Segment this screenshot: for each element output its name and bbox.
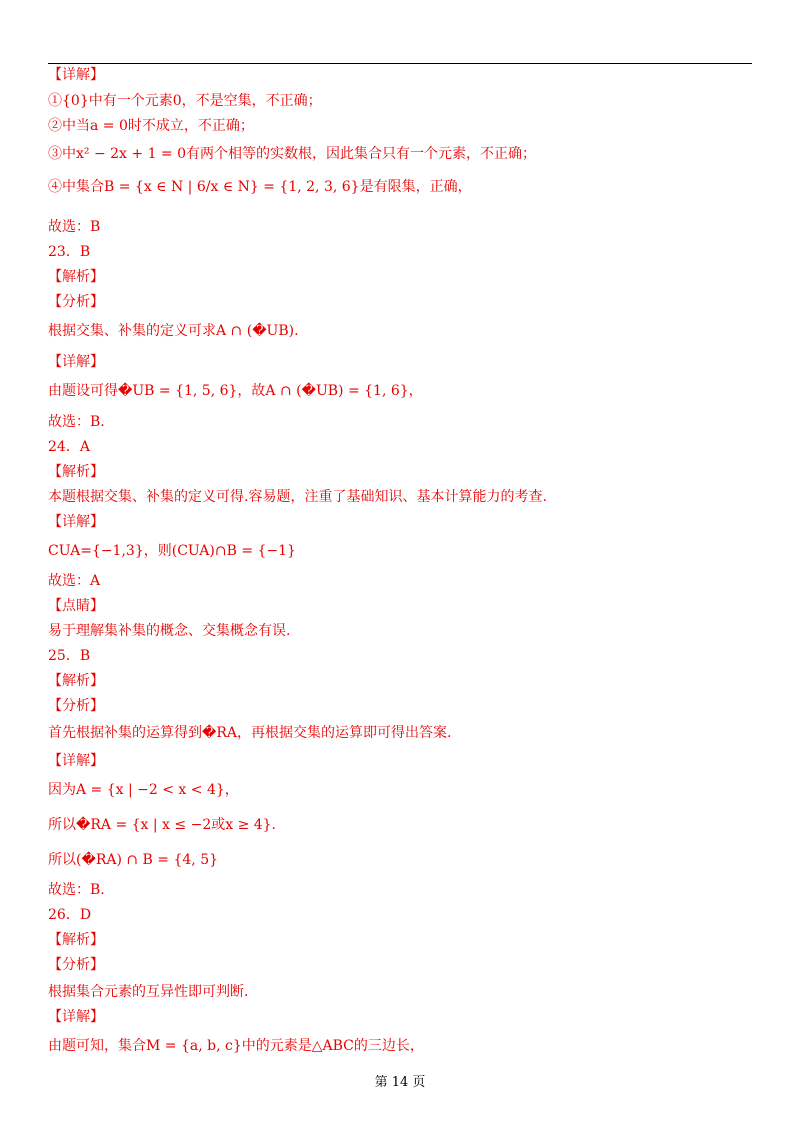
page-number: 第 14 页 <box>374 1075 426 1090</box>
line-xiangjie-25-step2: 所以�RA = {x | x ≤ −2或x ≥ 4}. <box>48 817 277 833</box>
line-xiangjie-24: 【详解】 <box>48 514 104 530</box>
line-xiangjie-25: 【详解】 <box>48 753 104 769</box>
line-q23: 23．B <box>48 244 91 260</box>
line-answer-24: 故选：A <box>48 573 101 589</box>
line-xiangjie-25-step1: 因为A = {x | −2 < x < 4}， <box>48 782 239 798</box>
line-fenxi-26: 【分析】 <box>48 957 104 973</box>
line-xiangjie-23-body: 由题设可得�UB = {1, 5, 6}，故A ∩ (�UB) = {1, 6}， <box>48 383 423 399</box>
line-q25: 25．B <box>48 648 91 664</box>
line-jiexi-24: 【解析】 <box>48 464 104 480</box>
line-jiexi-26: 【解析】 <box>48 932 104 948</box>
line-jiexi-23: 【解析】 <box>48 269 104 285</box>
line-xiangjie-26: 【详解】 <box>48 1009 104 1025</box>
line-xiangjie-26-body: 由题可知，集合M = {a, b, c}中的元素是△ABC的三边长， <box>48 1038 424 1054</box>
header-rule <box>48 63 752 64</box>
line-answer-25: 故选：B. <box>48 882 105 898</box>
line-fenxi-23: 【分析】 <box>48 294 104 310</box>
line-jiexi-24-body: 本题根据交集、补集的定义可得.容易题，注重了基础知识、基本计算能力的考查. <box>48 489 547 505</box>
line-item-3: ③中x² − 2x + 1 = 0有两个相等的实数根，因此集合只有一个元素，不正确； <box>48 146 537 162</box>
line-answer-23: 故选：B. <box>48 414 105 430</box>
line-item-1: ①{0}中有一个元素0，不是空集，不正确； <box>48 93 322 109</box>
line-xiangjie-23: 【详解】 <box>48 354 104 370</box>
line-q24: 24．A <box>48 439 90 455</box>
line-q26: 26．D <box>48 907 92 923</box>
line-jiexi-25: 【解析】 <box>48 673 104 689</box>
line-item-2: ②中当a = 0时不成立，不正确； <box>48 118 254 134</box>
line-fenxi-26-body: 根据集合元素的互异性即可判断. <box>48 984 249 1000</box>
line-dianjing-24-body: 易于理解集补集的概念、交集概念有误. <box>48 623 291 639</box>
line-answer-22: 故选：B <box>48 219 101 235</box>
line-fenxi-25: 【分析】 <box>48 698 104 714</box>
line-xiangjie-25-step3: 所以(�RA) ∩ B = {4, 5} <box>48 852 219 868</box>
line-fenxi-23-body: 根据交集、补集的定义可求A ∩ (�UB). <box>48 323 299 339</box>
line-dianjing-24: 【点睛】 <box>48 598 104 614</box>
line-item-4: ④中集合B = {x ∈ N | 6/x ∈ N} = {1, 2, 3, 6}是有限集，正确， <box>48 179 472 195</box>
line-xiangjie-24-body: CUA={−1,3}，则(CUA)∩B = {−1} <box>48 543 296 559</box>
line-fenxi-25-body: 首先根据补集的运算得到�RA，再根据交集的运算即可得出答案. <box>48 725 452 741</box>
line-xiangjie-1: 【详解】 <box>48 67 104 83</box>
